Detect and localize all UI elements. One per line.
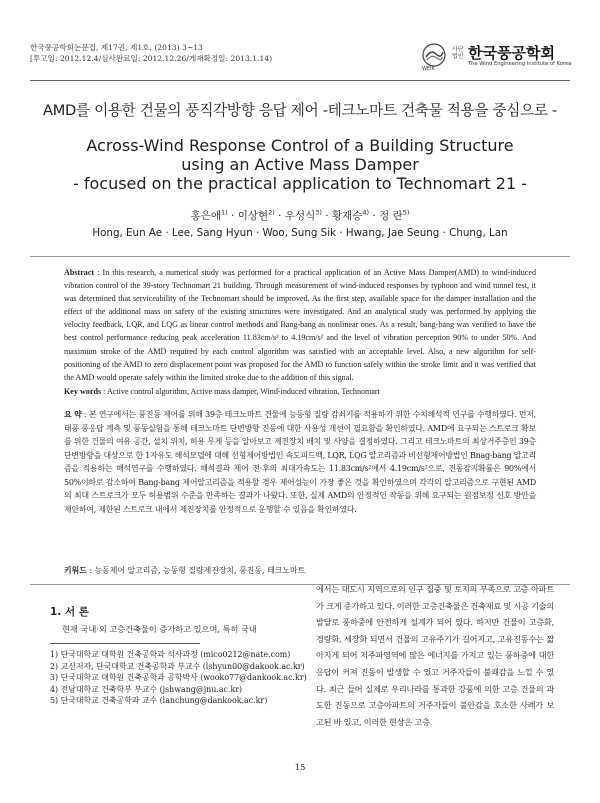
author-name: 홍은애	[190, 210, 222, 222]
footnote: 3) 단국대학교 대학원 건축공학과 공학박사 (wooko77@dankook.ac.kr)	[50, 673, 307, 683]
journal-citation: 한국풍공학회논문집, 제17권, 제1호, (2013) 3~13	[30, 43, 203, 52]
abstract-top-divider	[30, 256, 570, 257]
authors-korean	[0, 208, 600, 223]
footnote: 4) 전남대학교 건축학부 부교수 (jshwang@jnu.ac.kr)	[50, 684, 243, 694]
author-mark: 5)	[402, 208, 410, 217]
author-mark: 3)	[315, 208, 322, 217]
korean-keywords-text: : 능동제어 알고리즘, 능동형 질량제진장치, 풍진동, 테크노마트	[86, 566, 306, 575]
footnote: 2) 교신저자, 단국대학교 건축공학과 부교수 (lshyun00@dakook.ac.kr)	[50, 661, 305, 671]
introduction-right-text: 에서는 대도시 지역으로의 인구 집중 및 토지의 부족으로 고층 아파트가 크게 증가하고 있다. 이러한 고층건축물은 건축재료 및 시공 기술의 발달로 풍하중에 안전하게 설계가 되어 있다. 하지만 건물이 고층화, 경량화, 세장화 되면서 건물의 고유주기가 길어지고, 고유진동수는 짧아지게 되어 저주파영역에 많은 에너지를 가지고 있는 풍하중에 대한 응답이 커져 진동이 발생할 수 있고 거주자들이 불쾌감을 느낄 수 있다. 최근 들어 실제로 우리나라를 통과한 강풍에 의한 고층 건물의 과도한 진동으로 고층아파트의 거주자들이 불안감을 호소한 사례가 보고된 바 있고, 이러한 현상은 고층	[316, 584, 554, 727]
logo-name: 한국풍공학회	[468, 44, 555, 62]
author-separator: ·	[321, 210, 332, 222]
header-divider	[30, 80, 570, 81]
author-separator: ·	[369, 210, 380, 222]
korean-summary	[64, 408, 536, 516]
weik-logo-icon	[422, 43, 446, 67]
journal-info	[30, 42, 272, 64]
footnote: 1) 단국대학교 대학원 건축공학과 석사과정 (mico0212@nate.com)	[50, 650, 291, 659]
title-english-line3: - focused on the practical application to Technomart 21 -	[73, 174, 527, 193]
author-name: 이상현	[237, 210, 269, 222]
author-name: 황재승	[331, 210, 363, 222]
author-separator: ·	[227, 210, 238, 222]
page-number: 15	[294, 763, 306, 773]
title-english-line2: using an Active Mass Damper	[181, 155, 419, 174]
footnote-divider	[50, 643, 200, 644]
logo-abbrev: WEIK	[422, 66, 435, 72]
footnote: 5) 단국대학교 건축공학과 교수 (lanchung@dankook.ac.kr)	[50, 696, 268, 706]
title-korean: AMD를 이용한 건물의 풍직각방향 응답 제어 -테크노마트 건축물 적용을 중심으로 -	[43, 102, 557, 119]
author-mark: 2)	[268, 208, 275, 217]
title-english-line1: Across-Wind Response Control of a Building Structure	[86, 136, 514, 155]
author-name: 우성식	[284, 210, 316, 222]
keywords	[64, 387, 536, 396]
authors-english: Hong, Eun Ae · Lee, Sang Hyun · Woo, Sung Sik · Hwang, Jae Seung · Chung, Lan	[92, 227, 508, 239]
footnotes	[50, 649, 310, 707]
author-name: 정 란	[379, 210, 403, 222]
author-separator: ·	[274, 210, 285, 222]
korean-keywords	[64, 565, 536, 576]
summary-label: 요 약	[64, 410, 82, 419]
section-heading-introduction: 1. 서 론	[50, 606, 89, 618]
korean-keywords-label: 키워드	[64, 566, 87, 575]
abstract	[64, 266, 536, 384]
abstract-label: Abstract	[64, 268, 95, 277]
journal-dates: [투고일: 2012.12.4/심사완료일: 2012.12.26/게재확정일: 2013.1.14)	[30, 54, 273, 63]
author-mark: 4)	[362, 208, 370, 217]
logo-english-name: The Wind Engineering Institute of Korea	[468, 61, 572, 67]
society-logo	[422, 40, 572, 74]
keywords-text: : Active control algorithm, Active mass damper, Wind-induced vibration, Technomart	[101, 387, 380, 396]
introduction-left-text: 현재 국내·외 고층건축물이 증가하고 있으며, 특히 국내	[62, 624, 257, 634]
keywords-label: Key words	[64, 387, 102, 396]
logo-corporate-label: 사단 법인	[452, 46, 464, 60]
summary-text: : 본 연구에서는 풍진동 제어를 위해 39층 테크노마트 건물에 능동형 질량 감쇠기를 적용하기 위한 수치해석적 연구를 수행하였다. 먼저, 태풍 풍응답 계측 및 풍동실험을 통해 테크노마트 단변방향 진동에 대한 사용성 개선이 필요함을 확인하였다. AMD에 요구되는 스트로크 확보를 위한 건물의 여유 공간, 설치 위치, 허용 무게 등을 알아보고 제진장치 배치 및 사양을 결정하였다. 그리고 테크노마트의 최상거주층인 39층 단변방향을 대상으로 한 1자유도 해석모델에 대해 선형제어방법인 속도피드백, LQR, LQG 알고리즘과 비선형제어방법인 Bnag-bang 알고리즘을 적용하는 해석연구를 수행하였다. 해석결과 제어 전·후의 최대가속도는 11.83cm/s²에서 4.19cm/s²으로, 진동감지확률은 90%에서 50%이하로 감소하여 Bang-bang 제어알고리즘을 적용할 경우 제어성능이 가장 좋은 것을 확인하였으며 각각의 알고리즘으로 구현된 AMD의 최대 스트로크가 모두 허용범위 수준을 만족하는 결과가 나왔다. 또한, 실제 AMD의 안정적인 작동을 위해 요구되는 원점보정 신호 방안을 제안하여, 제한된 스트로크 내에서 제진장치를 안정적으로 운행할 수 있음을 확인하였다.	[64, 410, 536, 514]
abstract-text: : In this research, a numerical study was performed for a practical application of an Active Mass Damper(AMD) to wind-induced vibration control of the 39-story Technomart 21 building. Through measurement of wind-induced responses by typhoon and wind tunnel test, it was determined that serviceability of the Technomart should be improved. As the first step, available space for the damper installation and the effect of the additional mass on safety of the existing structures were investigated. And an analytical study was performed by applying the velocity feedback, LQR, and LQG as linear control methods and Bang-bang as nonlinear ones. As a result, bang-bang was verified to have the best control performance reducing peak acceleration 11.83cm/s² to 4.19cm/s² and the level of vibration perception 90% to under 50%. And maximum stroke of the AMD required by each control algorithm was satisfied with an acceptable level. Also, a new algorithm for self-positioning of the AMD to zero displacement point was proposed for the AMD to function safely within the stroke limit and it was verified that the AMD would operate safely within the limited stroke due to the addition of this signal.	[64, 268, 536, 382]
title-english	[0, 136, 600, 193]
author-mark: 1)	[221, 208, 228, 217]
